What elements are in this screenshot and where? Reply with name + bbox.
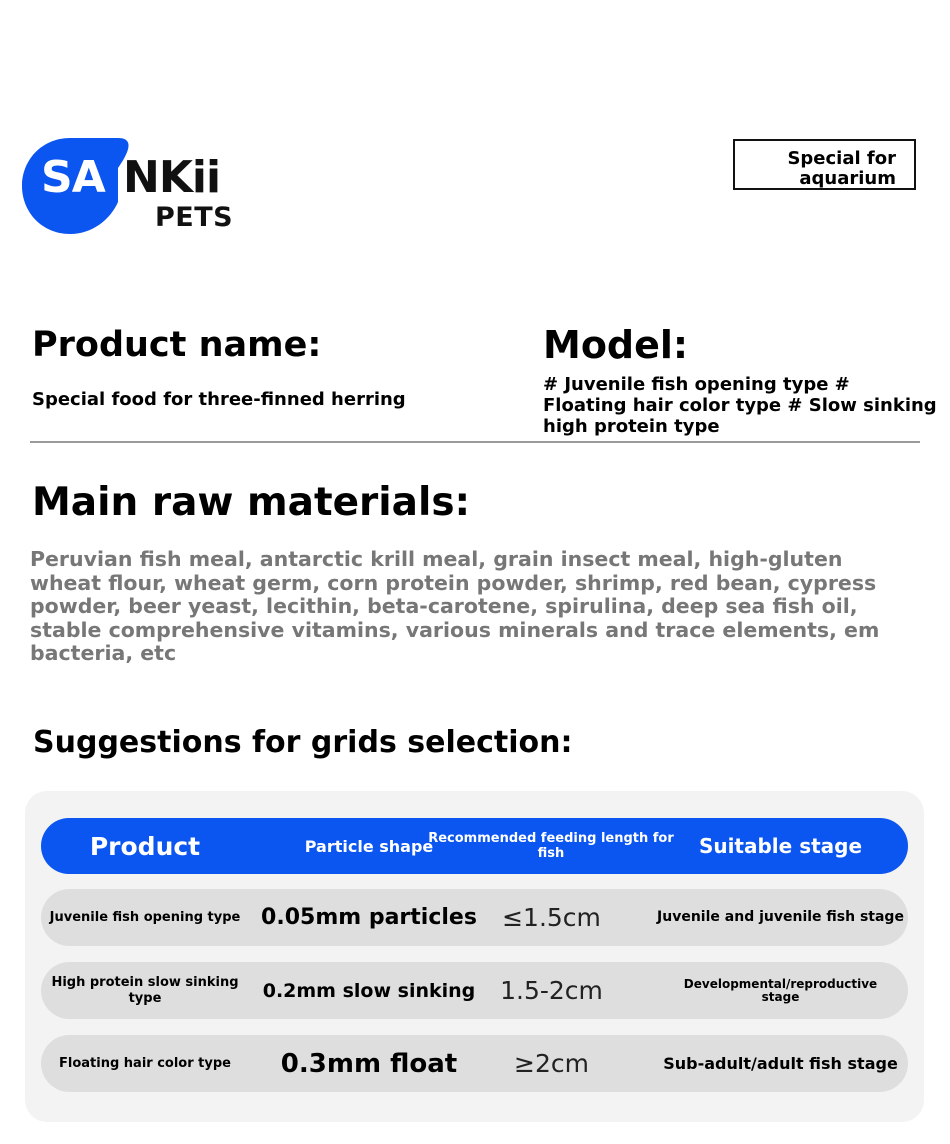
row-product: High protein slow sinking type	[51, 974, 239, 1006]
header-product: Product	[89, 831, 201, 861]
row-feeding-length: 1.5-2cm	[500, 976, 603, 1005]
materials-text: Peruvian fish meal, antarctic krill meal, grain insect meal, high-gluten wheat flour, wheat germ, corn protein powder, shrimp, red bean, cypress powder, beer yeast, lecithin, beta-carotene, spirulina, deep sea fish oil, stable comprehensive vitamins, various minerals and trace elements, em bacteria, etc	[30, 547, 880, 665]
section-divider	[30, 441, 920, 443]
row-particle-shape: 0.3mm float	[280, 1048, 458, 1079]
model-value: # Juvenile fish opening type # Floating hair color type # Slow sinking high protein type	[543, 374, 937, 437]
aquarium-badge: Special for aquarium	[733, 139, 916, 190]
row-feeding-length: ≥2cm	[514, 1049, 589, 1078]
row-particle-shape: 0.2mm slow sinking	[262, 979, 476, 1002]
brand-name-part1: SA	[41, 152, 105, 203]
header-feeding-length: Recommended feeding length for fish	[428, 831, 674, 861]
product-value: Special food for three-finned herring	[32, 389, 406, 410]
row-suitable-stage: Sub-adult/adult fish stage	[663, 1054, 898, 1073]
header-suitable-stage: Suitable stage	[698, 834, 863, 858]
model-heading: Model:	[543, 323, 689, 367]
row-product: Juvenile fish opening type	[49, 909, 241, 925]
table-row	[41, 962, 908, 1019]
table-row	[41, 889, 908, 946]
row-suitable-stage: Developmental/reproductive stage	[683, 976, 878, 1004]
table-header-row	[41, 818, 908, 874]
table-row	[41, 1035, 908, 1092]
row-suitable-stage: Juvenile and juvenile fish stage	[657, 909, 904, 925]
row-product: Floating hair color type	[59, 1055, 231, 1071]
suggestions-heading: Suggestions for grids selection:	[33, 725, 573, 760]
brand-sub: PETS	[155, 202, 234, 233]
product-heading: Product name:	[32, 325, 322, 365]
header-particle-shape: Particle shape	[304, 836, 434, 856]
brand-name-part2: NKii	[123, 152, 221, 203]
row-feeding-length: ≤1.5cm	[502, 903, 601, 932]
row-particle-shape: 0.05mm particles	[261, 905, 477, 930]
materials-heading: Main raw materials:	[32, 480, 471, 525]
